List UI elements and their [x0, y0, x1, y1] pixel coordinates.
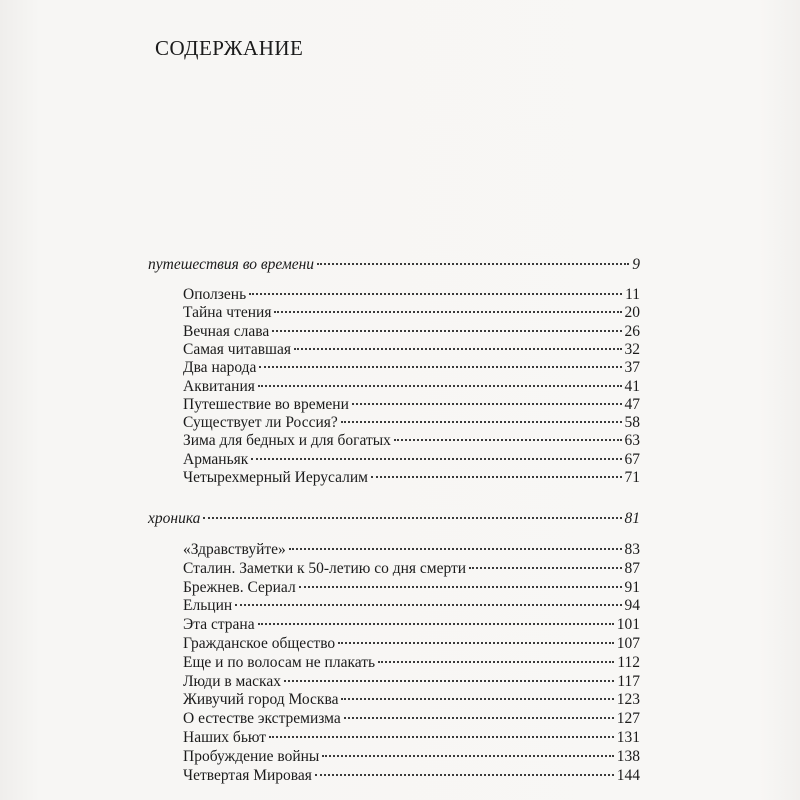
section-title: путешествия во времени [148, 256, 315, 273]
page-number: 127 [616, 710, 640, 727]
toc-entry [183, 728, 640, 748]
entry-title: Живучий город Москва [183, 691, 339, 708]
toc-entry [183, 559, 640, 579]
entry-title: Ельцин [183, 597, 233, 614]
page-number: 9 [632, 256, 640, 273]
page-number: 101 [616, 616, 640, 633]
toc-section-heading [148, 509, 640, 529]
toc-entry [183, 468, 640, 488]
toc-entry [183, 653, 640, 673]
toc-entry [183, 431, 640, 451]
dot-leader [235, 604, 621, 606]
page-number: 81 [624, 510, 640, 527]
page-number: 71 [624, 469, 640, 486]
entry-title: Пробуждение войны [183, 748, 320, 765]
entry-title: Существует ли Россия? [183, 414, 338, 431]
page-number: 83 [624, 541, 640, 558]
toc-entry [183, 672, 640, 692]
toc-section-heading [148, 255, 640, 275]
page-number: 131 [616, 729, 640, 746]
toc-entry [183, 596, 640, 616]
dot-leader [258, 623, 614, 625]
entry-title: Оползень [183, 286, 247, 303]
toc-entry [183, 690, 640, 710]
toc-entry [183, 540, 640, 560]
dot-leader [274, 311, 621, 313]
page-number: 58 [624, 414, 640, 431]
page-number: 138 [616, 748, 640, 765]
page-number: 87 [624, 560, 640, 577]
entry-title: Люди в масках [183, 673, 281, 690]
dot-leader [251, 458, 621, 460]
toc-entry [183, 747, 640, 767]
toc-entry [183, 413, 640, 433]
page-number: 117 [617, 673, 640, 690]
page-number: 37 [624, 359, 640, 376]
toc-entry [183, 578, 640, 598]
entry-title: Еще и по волосам не плакать [183, 654, 376, 671]
dot-leader [469, 567, 621, 569]
toc-entry [183, 450, 640, 470]
dot-leader [322, 755, 613, 757]
dot-leader [371, 476, 622, 478]
page-number: 144 [616, 767, 640, 784]
dot-leader [272, 330, 621, 332]
dot-leader [258, 385, 622, 387]
dot-leader [341, 421, 622, 423]
dot-leader [249, 293, 622, 295]
entry-title: Аквитания [183, 378, 255, 395]
page-number: 112 [617, 654, 640, 671]
toc-entry [183, 766, 640, 786]
dot-leader [299, 586, 622, 588]
dot-leader [259, 366, 621, 368]
entry-title: Наших бьют [183, 729, 267, 746]
toc-entry [183, 285, 640, 305]
entry-title: Гражданское общество [183, 635, 336, 652]
entry-title: «Здравствуйте» [183, 541, 286, 558]
dot-leader [315, 774, 614, 776]
toc-entry [183, 358, 640, 378]
page-number: 67 [624, 451, 640, 468]
toc-entry [183, 340, 640, 360]
entry-title: Два народа [183, 359, 257, 376]
toc-entry [183, 395, 640, 415]
dot-leader [394, 439, 622, 441]
toc-entry [183, 634, 640, 654]
entry-title: Арманьяк [183, 451, 249, 468]
entry-title: Брежнев. Сериал [183, 579, 296, 596]
page-number: 47 [624, 396, 640, 413]
entry-title: О естестве экстремизма [183, 710, 341, 727]
page-number: 63 [624, 432, 640, 449]
entry-title: Путешествие во времени [183, 396, 349, 413]
toc-entry [183, 377, 640, 397]
dot-leader [289, 548, 622, 550]
page-title: СОДЕРЖАНИЕ [155, 36, 304, 60]
entry-title: Четвертая Мировая [183, 767, 312, 784]
entry-title: Самая читавшая [183, 341, 292, 358]
dot-leader [317, 263, 629, 265]
page-number: 32 [624, 341, 640, 358]
toc-entry [183, 303, 640, 323]
dot-leader [284, 680, 614, 682]
entry-title: Вечная слава [183, 323, 270, 340]
dot-leader [352, 403, 622, 405]
page-number: 20 [624, 304, 640, 321]
dot-leader [269, 736, 614, 738]
dot-leader [378, 661, 614, 663]
toc-entry [183, 709, 640, 729]
page-number: 41 [624, 378, 640, 395]
entry-title: Четырехмерный Иерусалим [183, 469, 368, 486]
section-title: хроника [148, 510, 201, 527]
entry-title: Эта страна [183, 616, 255, 633]
entry-title: Тайна чтения [183, 304, 272, 321]
dot-leader [338, 642, 614, 644]
page-number: 26 [624, 323, 640, 340]
dot-leader [344, 717, 614, 719]
page-number: 91 [624, 579, 640, 596]
dot-leader [294, 348, 621, 350]
toc-entry [183, 615, 640, 635]
dot-leader [341, 698, 613, 700]
page-number: 123 [616, 691, 640, 708]
page-number: 94 [624, 597, 640, 614]
entry-title: Сталин. Заметки к 50-летию со дня смерти [183, 560, 467, 577]
page-number: 11 [625, 286, 640, 303]
entry-title: Зима для бедных и для богатых [183, 432, 391, 449]
dot-leader [203, 517, 621, 519]
page-number: 107 [616, 635, 640, 652]
toc-entry [183, 322, 640, 342]
